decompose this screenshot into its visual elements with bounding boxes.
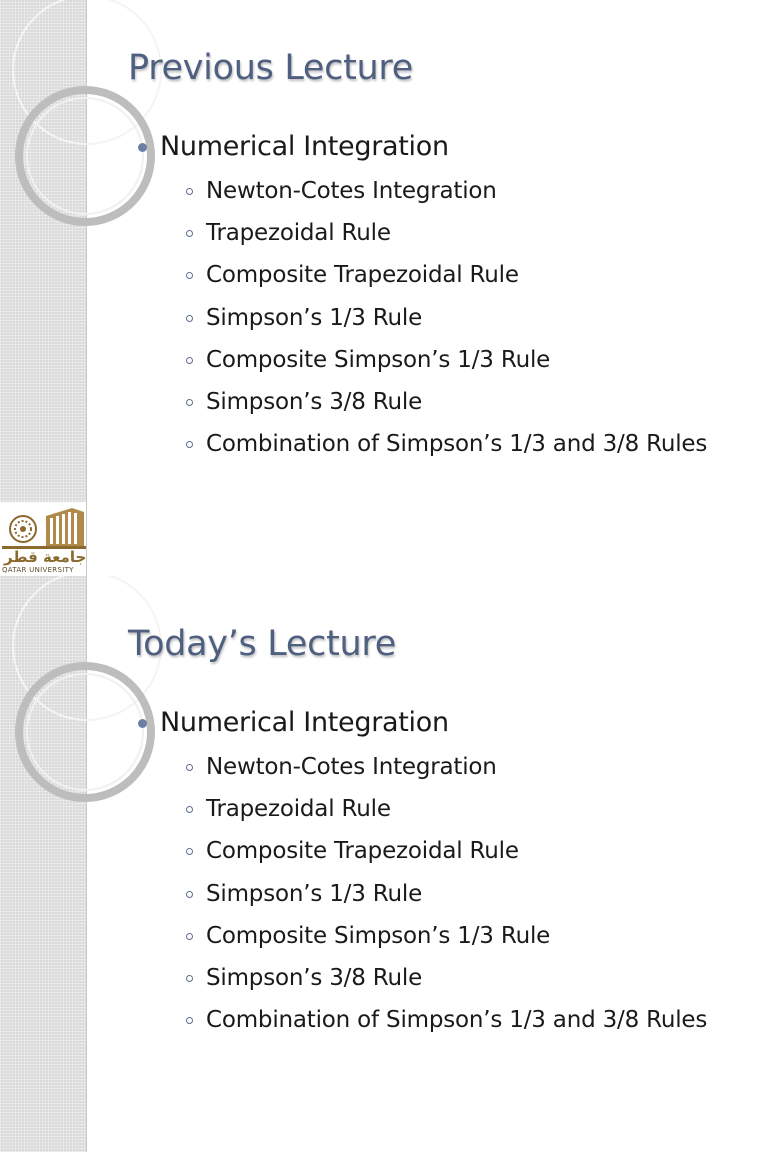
sub-bullet-item: Combination of Simpson’s 1/3 and 3/8 Rules xyxy=(160,999,707,1041)
slide-todays-lecture xyxy=(0,576,768,1152)
sub-bullet-circle-icon xyxy=(186,315,193,322)
sub-bullet-circle-icon xyxy=(186,188,193,195)
sub-bullet-item: Composite Simpson’s 1/3 Rule xyxy=(160,339,707,381)
bullet-text: Numerical Integration xyxy=(160,707,449,738)
sub-bullet-circle-icon xyxy=(186,848,193,855)
sub-bullet-item: Composite Trapezoidal Rule xyxy=(160,830,707,872)
sub-bullet-circle-icon xyxy=(186,399,193,406)
sub-bullet-item: Newton-Cotes Integration xyxy=(160,170,707,212)
sub-bullet-list xyxy=(160,746,707,1041)
sub-bullet-list xyxy=(160,170,707,465)
sub-bullet-circle-icon xyxy=(186,357,193,364)
sub-bullet-item: Composite Trapezoidal Rule xyxy=(160,254,707,296)
decorative-side-band xyxy=(0,576,87,1152)
sub-bullet-circle-icon xyxy=(186,806,193,813)
sub-bullet-item: Trapezoidal Rule xyxy=(160,212,707,254)
sub-bullet-circle-icon xyxy=(186,441,193,448)
bullet-list xyxy=(136,704,707,1041)
sub-bullet-item: Simpson’s 3/8 Rule xyxy=(160,957,707,999)
sub-bullet-circle-icon xyxy=(186,764,193,771)
bullet-list xyxy=(136,128,707,465)
sub-bullet-circle-icon xyxy=(186,975,193,982)
sub-bullet-circle-icon xyxy=(186,272,193,279)
decorative-ring xyxy=(26,673,144,791)
sub-bullet-item: Newton-Cotes Integration xyxy=(160,746,707,788)
sub-bullet-circle-icon xyxy=(186,933,193,940)
sub-bullet-circle-icon xyxy=(186,891,193,898)
bullet-dot-icon xyxy=(138,143,147,152)
sub-bullet-item: Simpson’s 1/3 Rule xyxy=(160,297,707,339)
sub-bullet-item: Composite Simpson’s 1/3 Rule xyxy=(160,915,707,957)
bullet-item xyxy=(136,128,707,465)
bullet-item xyxy=(136,704,707,1041)
bullet-dot-icon xyxy=(138,719,147,728)
sub-bullet-item: Combination of Simpson’s 1/3 and 3/8 Rules xyxy=(160,423,707,465)
logo-english-text: QATAR UNIVERSITY xyxy=(2,566,74,574)
slide-title: Today’s Lecture xyxy=(128,624,396,664)
sub-bullet-circle-icon xyxy=(186,230,193,237)
slide-title: Previous Lecture xyxy=(128,48,413,88)
university-emblem-icon xyxy=(2,506,86,550)
sub-bullet-item: Simpson’s 1/3 Rule xyxy=(160,873,707,915)
bullet-text: Numerical Integration xyxy=(160,131,449,162)
sub-bullet-item: Simpson’s 3/8 Rule xyxy=(160,381,707,423)
decorative-ring xyxy=(26,97,144,215)
sub-bullet-item: Trapezoidal Rule xyxy=(160,788,707,830)
sub-bullet-circle-icon xyxy=(186,1017,193,1024)
decorative-side-band xyxy=(0,0,87,576)
logo-arabic-text: جامعة قطر xyxy=(4,548,87,566)
university-logo xyxy=(0,502,86,576)
